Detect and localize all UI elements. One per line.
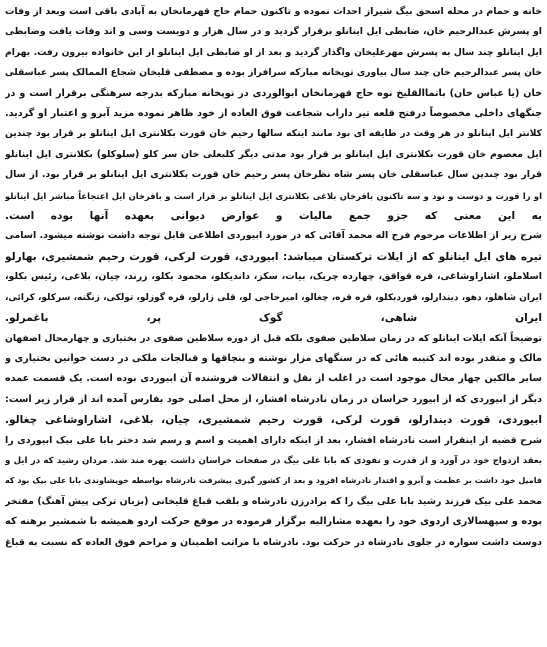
text-line: اسلاملو، اشاراوشاغی، قره قواقق، چهارده چریک، بیات، سکز، داندیکلو، محمود بکلو، زرند، چیان، بلاغی، رئیس بکلو، <box>5 271 542 283</box>
text-line: شرح قضیه از اینقرار است نادرشاه افشار، بعد از اینکه دارای اهمیت و اسم و رسم شد دختر بابا علی بیک ابیوردی را <box>5 434 542 446</box>
text-line: شرح زیر از اطلاعات مرحوم فرج اله محمد آقائی که در مورد ابیوردی اطلاعی قابل توجه داشت نوشته میشود. اسامی <box>5 230 542 242</box>
text-line: کلانتر ایل اینانلو در هر وقت در طایفه ای بود مانند اینکه سالها رحیم خان قورت بکلانتری ایل اینانلو بر قرار بود چندین <box>5 128 542 140</box>
text-line: قرار بود چندین سال عباسقلی خان پسر شاه نظرخان پسر رحیم خان قورت بکلانتری ایل اینانلو بر قرار بود. از سال <box>5 169 542 181</box>
text-line: ایران شاهی، گوک پر، باغمرلو. <box>5 312 542 325</box>
text-line: خان (یا عباس خان) باتماالقلیخ نوه حاج قهرمانخان ابوالوردی در توپخانه مبارکه بدرجه سرهنگی برقرار است و در <box>5 87 542 99</box>
paragraph-kalantar <box>5 124 542 226</box>
text-line: تیره های ایل اینانلو که از ایلات ترکستان میباشد: ابیوردی، قورت لرکی، قورت رحیم شمشیری، بهارلو <box>5 250 542 263</box>
text-line: ایل اینانلو چند سال به پسرش مهرعلیخان واگذار گردید و بعد از او ضابطی ایل اینانلو از این خانواده بیرون رفت. بهرام <box>5 46 542 58</box>
text-line: ایران شاهلو، دهو، دیندارلو، قوردبکلو، قره قره، چغالو، امیرحاجی لو، قلی زارلو، قره گوزلو، تولکی، زنگنه، سرکلو، کرائی، <box>5 292 542 303</box>
text-line: بوده و سپهسالاری اردوی خود را بعهده مشارالیه برگزار فرموده در موقع حرکت اردو همیشه با شمشیر برهنه که <box>5 516 542 528</box>
text-line: او را قورت و دوست و نود و سه تاکنون باقرخان بلاغی بکلانتری ایل اینانلو بر قرار است و باقرخان ایل اعتجاعاً مباشر ایل اینانلو <box>5 190 542 201</box>
paragraph-explanation <box>5 329 542 431</box>
text-line: توضیحاً آنکه ایلات اینانلو که در زمان سلاطین صفوی بلکه قبل از دوره سلاطین صفوی در بختیاری و چهارمحال اصفهان <box>5 332 542 344</box>
text-line: ابیوردی، قورت دیندارلو، قورت لرکی، قورت رحیم شمشیری، چیان، بلاغی، اشاراوشاغی چغالو. <box>5 414 542 427</box>
text-line: دیگر از ابیوردی که از ابیورد خراسان در زمان نادرشاه افشار، از محل اصلی خود بفارس آمده اند از قرار زیر است: <box>5 393 542 405</box>
text-line: محمد علی بیک فرزند رشید بابا علی بیگ را که برادرزن نادرشاه و بلقب قباغ قلیخانی (بزبان ترکی پیش آهنگ) مفتخر <box>5 495 542 507</box>
paragraph-lineage <box>5 2 542 124</box>
text-line: فامیل خود داشت بر عظمت و آبرو و اقتدار نادرشاه افزود و بعد از کشور گیری بیشرفت نادرشاه بواسطه خویشاوندی بابا علی بیک بود که <box>5 476 542 486</box>
text-line: دوست داشت سواره در جلوی نادرشاه در حرکت بود. نادرشاه با مراتب اطمینان و مراحم فوق العاده که نسبت به قباغ <box>5 536 542 548</box>
text-line: او پسرش عبدالرحیم خان، ضابطی ایل اینانلو برقرار گردید و در سال هزار و دویست وسی و اند وفات یافت وضابطی <box>5 26 542 38</box>
text-line: ایل معصوم خان قورت بکلانتری ایل اینانلو بر قرار بود مدتی دیگر کلبعلی خان سر کلو (سلوکلو) بکلانتری ایل اینانلو <box>5 148 542 160</box>
text-line: خانه و حمام در محله اسحق بیگ شیراز احداث نموده و تاکنون حمام حاج قهرمانخان به آبادی باقی است وبعد از وفات <box>5 6 542 17</box>
paragraph-nadershah <box>5 431 542 553</box>
text-line: سایر مالکین چهار محال موجود است در اغلب از نقل و انتقالات فروشنده آن ابیوردی بوده است. یک قسمت عمده <box>5 373 542 385</box>
text-line: خان پسر عبدالرحیم خان چند سال بیاوری توپخانه مبارکه سرافراز بوده و مصطفی قلیخان شجاع الممالک پسر عباسقلی <box>5 67 542 79</box>
paragraph-tribe-branches <box>5 226 542 328</box>
text-line: به این معنی که جزو جمع مالیات و عوارض دیوانی بعهده آنها بوده است. <box>5 210 542 223</box>
text-line: جنگهای داخلی مخصوصاً درفتح قلعه تیر داراب شجاعت فوق العاده از خود ظاهر نموده مزید آبرو و اعتبار او گردید. <box>5 108 542 120</box>
text-line: مالک و متقدر بوده اند کتیبه هائی که در سنگهای مزار نوشته و بنچاقها و قبالجات ملکی در دست خوانین بختیاری و <box>5 352 542 364</box>
text-line: بعقد ازدواج خود در آورد و از قدرت و نفوذی که بابا علی بیگ در صفحات خراسان داشت بهره مند شد. مردان رشید که در ایل و <box>5 455 542 466</box>
